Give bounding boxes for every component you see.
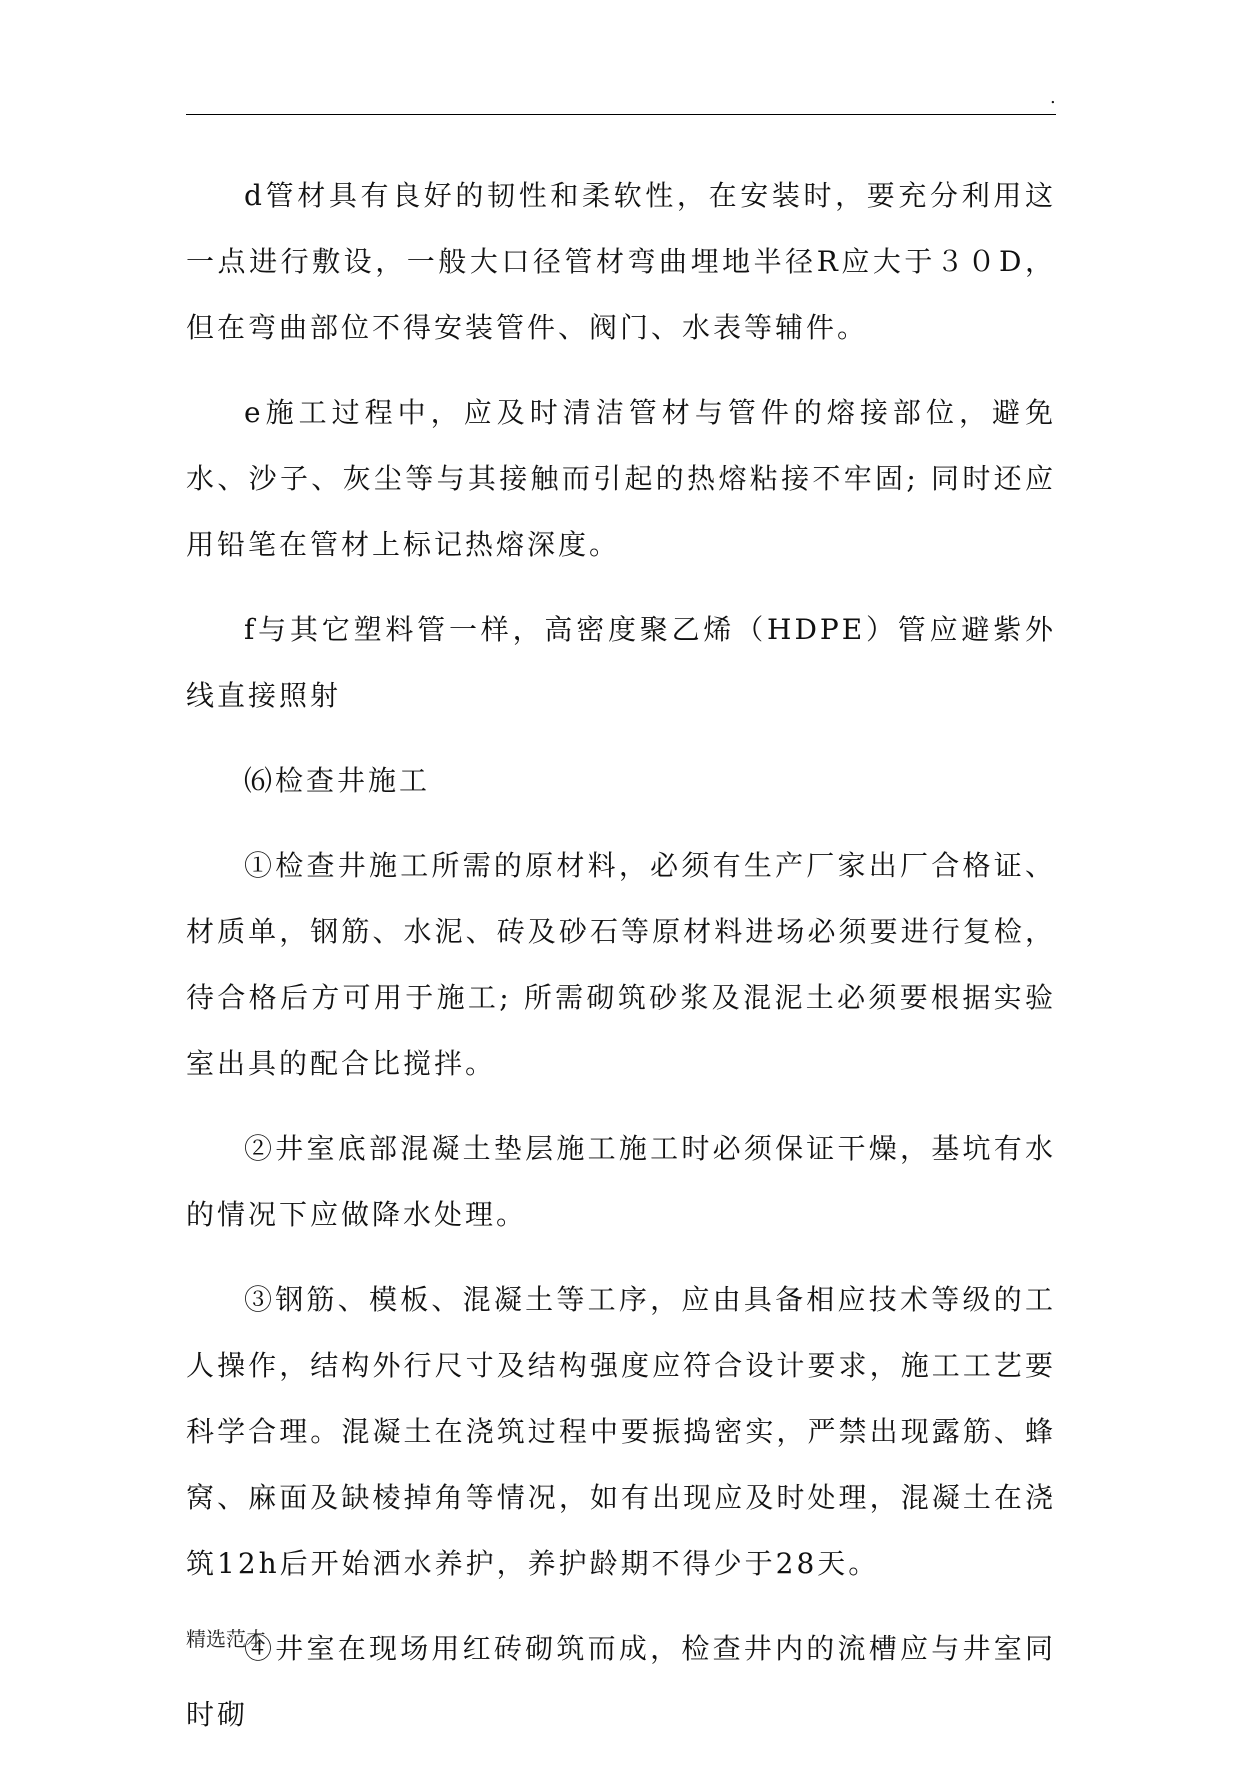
header-rule [186,114,1056,115]
paragraph-f: f与其它塑料管一样，高密度聚乙烯（HDPE）管应避紫外线直接照射 [186,613,1056,712]
paragraph-2: ②井室底部混凝土垫层施工施工时必须保证干燥，基坑有水的情况下应做降水处理。 [186,1132,1056,1231]
header-mark: . [1050,87,1056,108]
footer-text: 精选范本 [186,1627,266,1651]
paragraph-4: ④井室在现场用红砖砌筑而成，检查井内的流槽应与井室同时砌 [186,1632,1056,1731]
section-heading: ⑹检查井施工 [244,764,431,797]
paragraph-1: ①检查井施工所需的原材料，必须有生产厂家出厂合格证、材质单，钢筋、水泥、砖及砂石等原材料进场必须要进行复检，待合格后方可用于施工; 所需砌筑砂浆及混泥土必须要根据实验室出具的配合比搅拌。 [186,849,1056,1080]
document-body [186,163,1056,1767]
paragraph-3: ③钢筋、模板、混凝土等工序，应由具备相应技术等级的工人操作，结构外行尺寸及结构强度应符合设计要求，施工工艺要科学合理。混凝土在浇筑过程中要振捣密实，严禁出现露筋、蜂窝、麻面及缺棱掉角等情况，如有出现应及时处理，混凝土在浇筑12h后开始洒水养护，养护龄期不得少于28天。 [186,1283,1056,1580]
paragraph-e: e施工过程中，应及时清洁管材与管件的熔接部位，避免水、沙子、灰尘等与其接触而引起的热熔粘接不牢固; 同时还应用铅笔在管材上标记热熔深度。 [186,396,1056,561]
paragraph-d: d管材具有良好的韧性和柔软性，在安装时，要充分利用这一点进行敷设，一般大口径管材弯曲埋地半径R应大于３０D，但在弯曲部位不得安装管件、阀门、水表等辅件。 [186,179,1056,344]
